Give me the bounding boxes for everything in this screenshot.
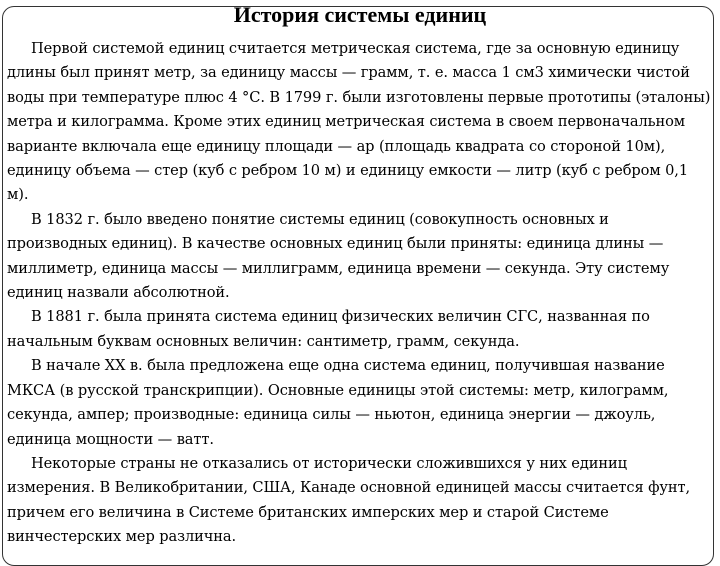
document-body: [7, 37, 711, 550]
page-title: История системы единиц: [233, 2, 487, 27]
paragraph-cgs-system: В 1881 г. была принята система единиц физических величин СГС, названная по начальным буквам основных величин: сантиметр, грамм, секунда.: [7, 308, 650, 350]
paragraph-historical-units: Некоторые страны не отказались от исторически сложившихся у них единиц измерения. В Великобритании, США, Канаде основной единицей массы считается фунт, причем его величина в Системе британских имперских мер и старой Системе винчестерских мер различна.: [7, 454, 691, 546]
paragraph-absolute-system: В 1832 г. было введено понятие системы единиц (совокупность основных и производных единиц). В качестве основных единиц были приняты: единица длины — миллиметр, единица массы — миллиграмм, единица времени — секунда. Эту систему единиц назвали абсолютной.: [7, 210, 670, 302]
paragraph-mksa-system: В начале XX в. была предложена еще одна система единиц, получившая название МКСА (в русской транскрипции). Основные единицы этой системы: метр, килограмм, секунда, ампер; производные: единица силы — ньютон, единица энергии — джоуль, единица мощности — ватт.: [7, 357, 669, 448]
paragraph-metric-system: Первой системой единиц считается метрическая система, где за основную единицу длины был принят метр, за единицу массы — грамм, т. е. масса 1 см3 химически чистой воды при температуре плюс 4 °С. В 1799 г. были изготовлены первые прототипы (эталоны) метра и килограмма. Кроме этих единиц метрическая система в своем первоначальном варианте включала еще единицу площади — ар (площадь квадрата со стороной 10м), единицу объема — стер (куб с ребром 10 м) и единицу емкости — литр (куб с ребром 0,1 м).: [7, 40, 711, 204]
